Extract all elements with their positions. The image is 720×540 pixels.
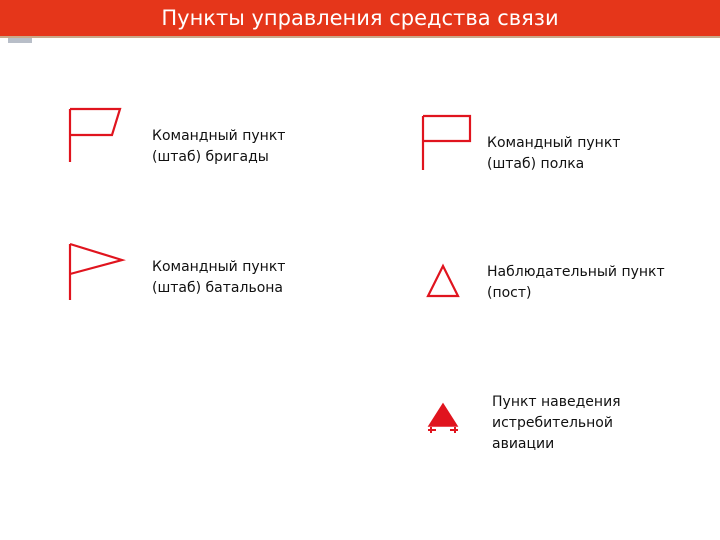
observation-post-label: Наблюдательный пункт (пост) (487, 264, 665, 301)
title-bar-accent (8, 38, 32, 43)
fighter-guidance-post-label: Пункт наведения истребительной авиации (492, 394, 621, 452)
battalion-command-post-pennant-icon (62, 236, 128, 302)
brigade-command-post-label: Командный пункт (штаб) бригады (152, 128, 286, 165)
regiment-command-post-flag-icon (415, 108, 481, 174)
observation-post-triangle-icon (422, 262, 466, 302)
brigade-command-post-flag-icon (62, 104, 128, 166)
fighter-guidance-post-filled-triangle-icon (422, 400, 466, 440)
slide-title: Пункты управления средства связи (161, 6, 559, 30)
battalion-command-post-label: Командный пункт (штаб) батальона (152, 259, 286, 296)
regiment-command-post-label: Командный пункт (штаб) полка (487, 135, 621, 172)
title-bar (0, 0, 720, 38)
